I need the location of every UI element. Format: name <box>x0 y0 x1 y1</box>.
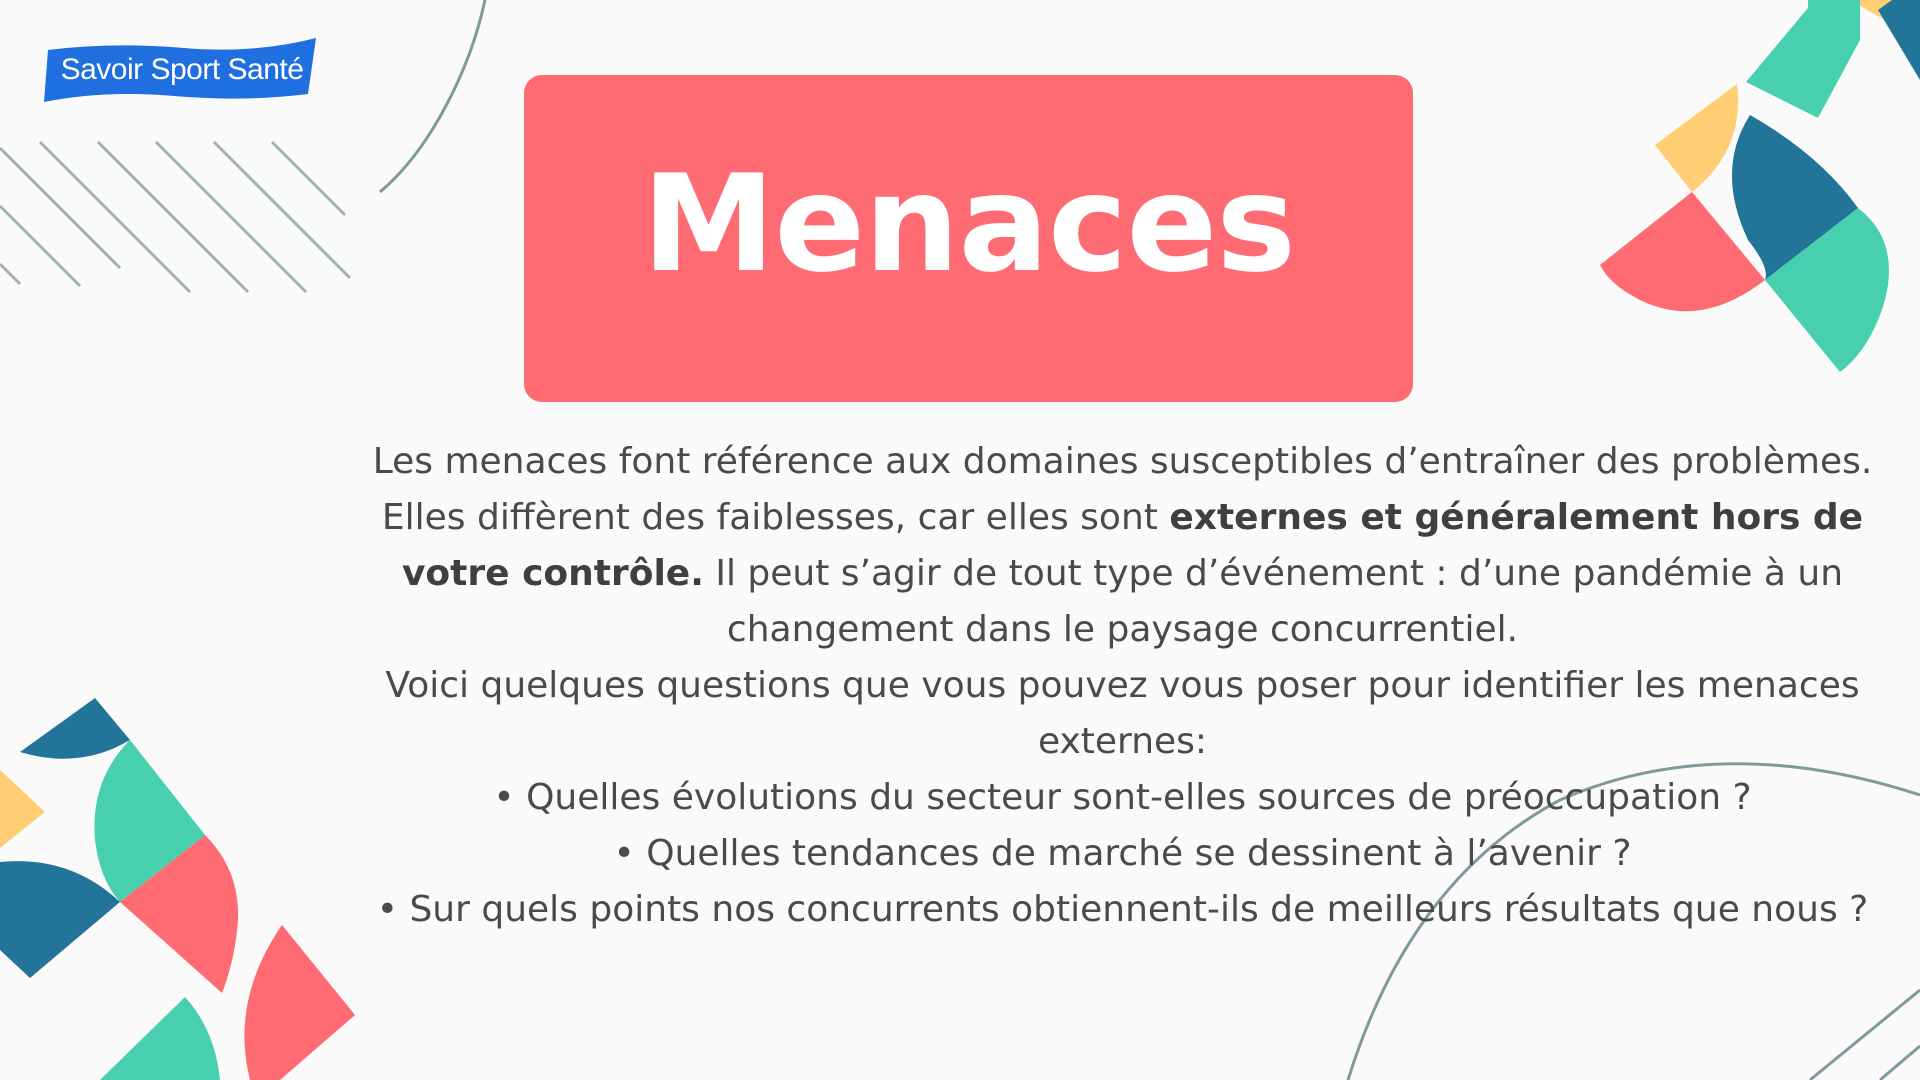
intro-paragraph: Les menaces font référence aux domaines susceptibles d’entraîner des problèmes. <box>372 441 1873 482</box>
difference-text-bold: externes et généralement hors de votre contrôle. <box>401 497 1864 594</box>
difference-paragraph <box>355 490 1890 658</box>
title-banner <box>524 75 1413 402</box>
diagonal-stripes <box>0 142 350 292</box>
top-left-arc-line <box>380 0 485 192</box>
logo-text: Savoir Sport Santé <box>60 53 304 86</box>
body-content <box>355 434 1890 938</box>
bottom-left-shape-cluster <box>0 698 355 1080</box>
difference-text-start: Elles diffèrent des faiblesses, car elles sont <box>381 497 1170 538</box>
top-right-shape-cluster <box>1600 0 1920 372</box>
question-item: • Quelles tendances de marché se dessinent à l’avenir ? <box>355 826 1890 882</box>
questions-intro: Voici quelques questions que vous pouvez vous poser pour identifier les menaces externes: <box>385 665 1860 762</box>
question-list <box>355 770 1890 938</box>
question-item: • Sur quels points nos concurrents obtiennent-ils de meilleurs résultats que nous ? <box>355 882 1890 938</box>
brand-logo <box>44 38 320 102</box>
difference-text-end: Il peut s’agir de tout type d’événement : d’une pandémie à un changement dans le paysage concurrentiel. <box>703 553 1844 650</box>
question-item: • Quelles évolutions du secteur sont-elles sources de préoccupation ? <box>355 770 1890 826</box>
page-title: Menaces <box>641 145 1296 302</box>
